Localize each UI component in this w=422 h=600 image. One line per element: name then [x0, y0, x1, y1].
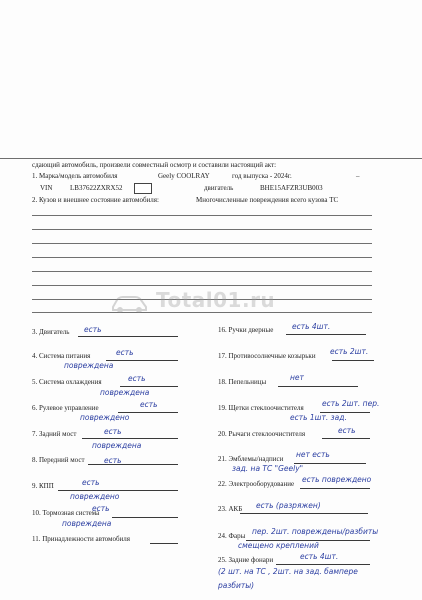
- item21-answer-2: зад. на ТС "Geely": [232, 464, 304, 473]
- item23-answer: есть (разряжен): [256, 501, 321, 510]
- item5-answer-2: повреждена: [100, 388, 150, 397]
- item1-model: Geely COOLRAY: [158, 172, 210, 180]
- car-logo-icon: [110, 292, 150, 314]
- item10-label: 10. Тормозная система: [32, 509, 100, 517]
- item5-answer: есть: [128, 374, 146, 383]
- item10-answer: есть: [92, 504, 110, 513]
- item24-label: 24. Фары: [218, 532, 246, 540]
- answer-line: [150, 543, 178, 544]
- answer-line: [322, 438, 370, 439]
- item16-label: 16. Ручки дверные: [218, 326, 274, 334]
- item7-answer-2: повреждена: [92, 441, 142, 450]
- answer-line: [78, 336, 178, 337]
- item19-label: 19. Щетки стеклоочистителя: [218, 404, 304, 412]
- vin-label: VIN: [40, 184, 53, 192]
- item17-answer: есть 2шт.: [330, 347, 369, 356]
- answer-line: [58, 490, 178, 491]
- item3-label: 3. Двигатель: [32, 328, 70, 336]
- item10-answer-2: повреждена: [62, 519, 112, 528]
- blank-line: [32, 215, 372, 216]
- item4-answer: есть: [116, 348, 134, 357]
- item7-answer: есть: [104, 427, 122, 436]
- item17-label: 17. Противосолнечные козырьки: [218, 352, 316, 360]
- item25-answer: есть 4шт.: [300, 552, 339, 561]
- item1-dash: –: [356, 172, 360, 180]
- blank-line: [32, 271, 372, 272]
- item9-label: 9. КПП: [32, 482, 54, 490]
- item25-label: 25. Задние фонари: [218, 556, 274, 564]
- item8-label: 8. Передний мост: [32, 456, 85, 464]
- item6-answer-2: повреждено: [80, 413, 130, 422]
- item1-year: год выпуска - 2024г.: [232, 172, 292, 180]
- item16-answer: есть 4шт.: [292, 322, 331, 331]
- answer-line: [120, 386, 178, 387]
- item20-label: 20. Рычаги стеклоочистителя: [218, 430, 306, 438]
- answer-line: [300, 488, 370, 489]
- item24-answer: пер. 2шт. повреждены/разбиты: [252, 527, 379, 536]
- answer-line: [294, 463, 366, 464]
- item18-label: 18. Пепельницы: [218, 378, 267, 386]
- item19-answer: есть 2шт. пер.: [322, 399, 380, 408]
- item20-answer: есть: [338, 426, 356, 435]
- answer-line: [278, 386, 358, 387]
- answer-line: [88, 464, 178, 465]
- item6-label: 6. Рулевое управление: [32, 404, 99, 412]
- item18-answer: нет: [290, 373, 304, 382]
- item7-label: 7. Задний мост: [32, 430, 77, 438]
- vin-value: LB37622ZXRX52: [70, 184, 123, 192]
- answer-line: [286, 334, 366, 335]
- engine-value: BHE15AFZR3UB003: [260, 184, 323, 192]
- answer-line: [106, 360, 178, 361]
- item5-label: 5. Система охлаждения: [32, 378, 102, 386]
- watermark-text: Total01.ru: [156, 288, 276, 312]
- answer-line: [332, 360, 374, 361]
- item8-answer: есть: [104, 456, 122, 465]
- item2-label: 2. Кузов и внешнее состояние автомобиля:: [32, 196, 159, 204]
- item1-label: 1. Марка/модель автомобиля: [32, 172, 118, 180]
- item25-answer-2: (2 шт. на ТС , 2шт. на зад. бампере: [218, 567, 358, 576]
- item23-label: 23. АКБ: [218, 505, 243, 513]
- item11-label: 11. Принадлежности автомобиля: [32, 535, 130, 543]
- blank-line: [32, 243, 372, 244]
- item4-label: 4. Система питания: [32, 352, 91, 360]
- item2-value: Многочисленные повреждения всего кузова ТС: [196, 196, 339, 204]
- item21-answer: нет есть: [296, 450, 330, 459]
- item3-answer: есть: [84, 325, 102, 334]
- item6-answer: есть: [140, 400, 158, 409]
- watermark: [110, 284, 320, 320]
- page-top-edge: [0, 158, 422, 159]
- item9-answer: есть: [82, 478, 100, 487]
- item22-label: 22. Электрооборудование: [218, 480, 295, 488]
- blank-line: [32, 229, 372, 230]
- engine-label: двигатель: [204, 184, 234, 192]
- answer-line: [240, 513, 368, 514]
- intro-text: сдающий автомобиль, произвели совместный осмотр и составили настоящий акт:: [32, 161, 277, 169]
- item24-answer-2: смещено креплений: [238, 541, 319, 550]
- answer-line: [82, 438, 178, 439]
- item9-answer-2: повреждено: [70, 492, 120, 501]
- item25-answer-3: разбиты): [218, 581, 255, 590]
- answer-line: [112, 517, 178, 518]
- vin-redaction-box: [134, 183, 152, 194]
- item21-label: 21. Эмблемы/надписи: [218, 455, 284, 463]
- answer-line: [276, 564, 370, 565]
- item4-answer-2: повреждена: [64, 361, 114, 370]
- blank-line: [32, 257, 372, 258]
- item19-answer-2: есть 1шт. зад.: [290, 413, 347, 422]
- item22-answer: есть повреждено: [302, 475, 372, 484]
